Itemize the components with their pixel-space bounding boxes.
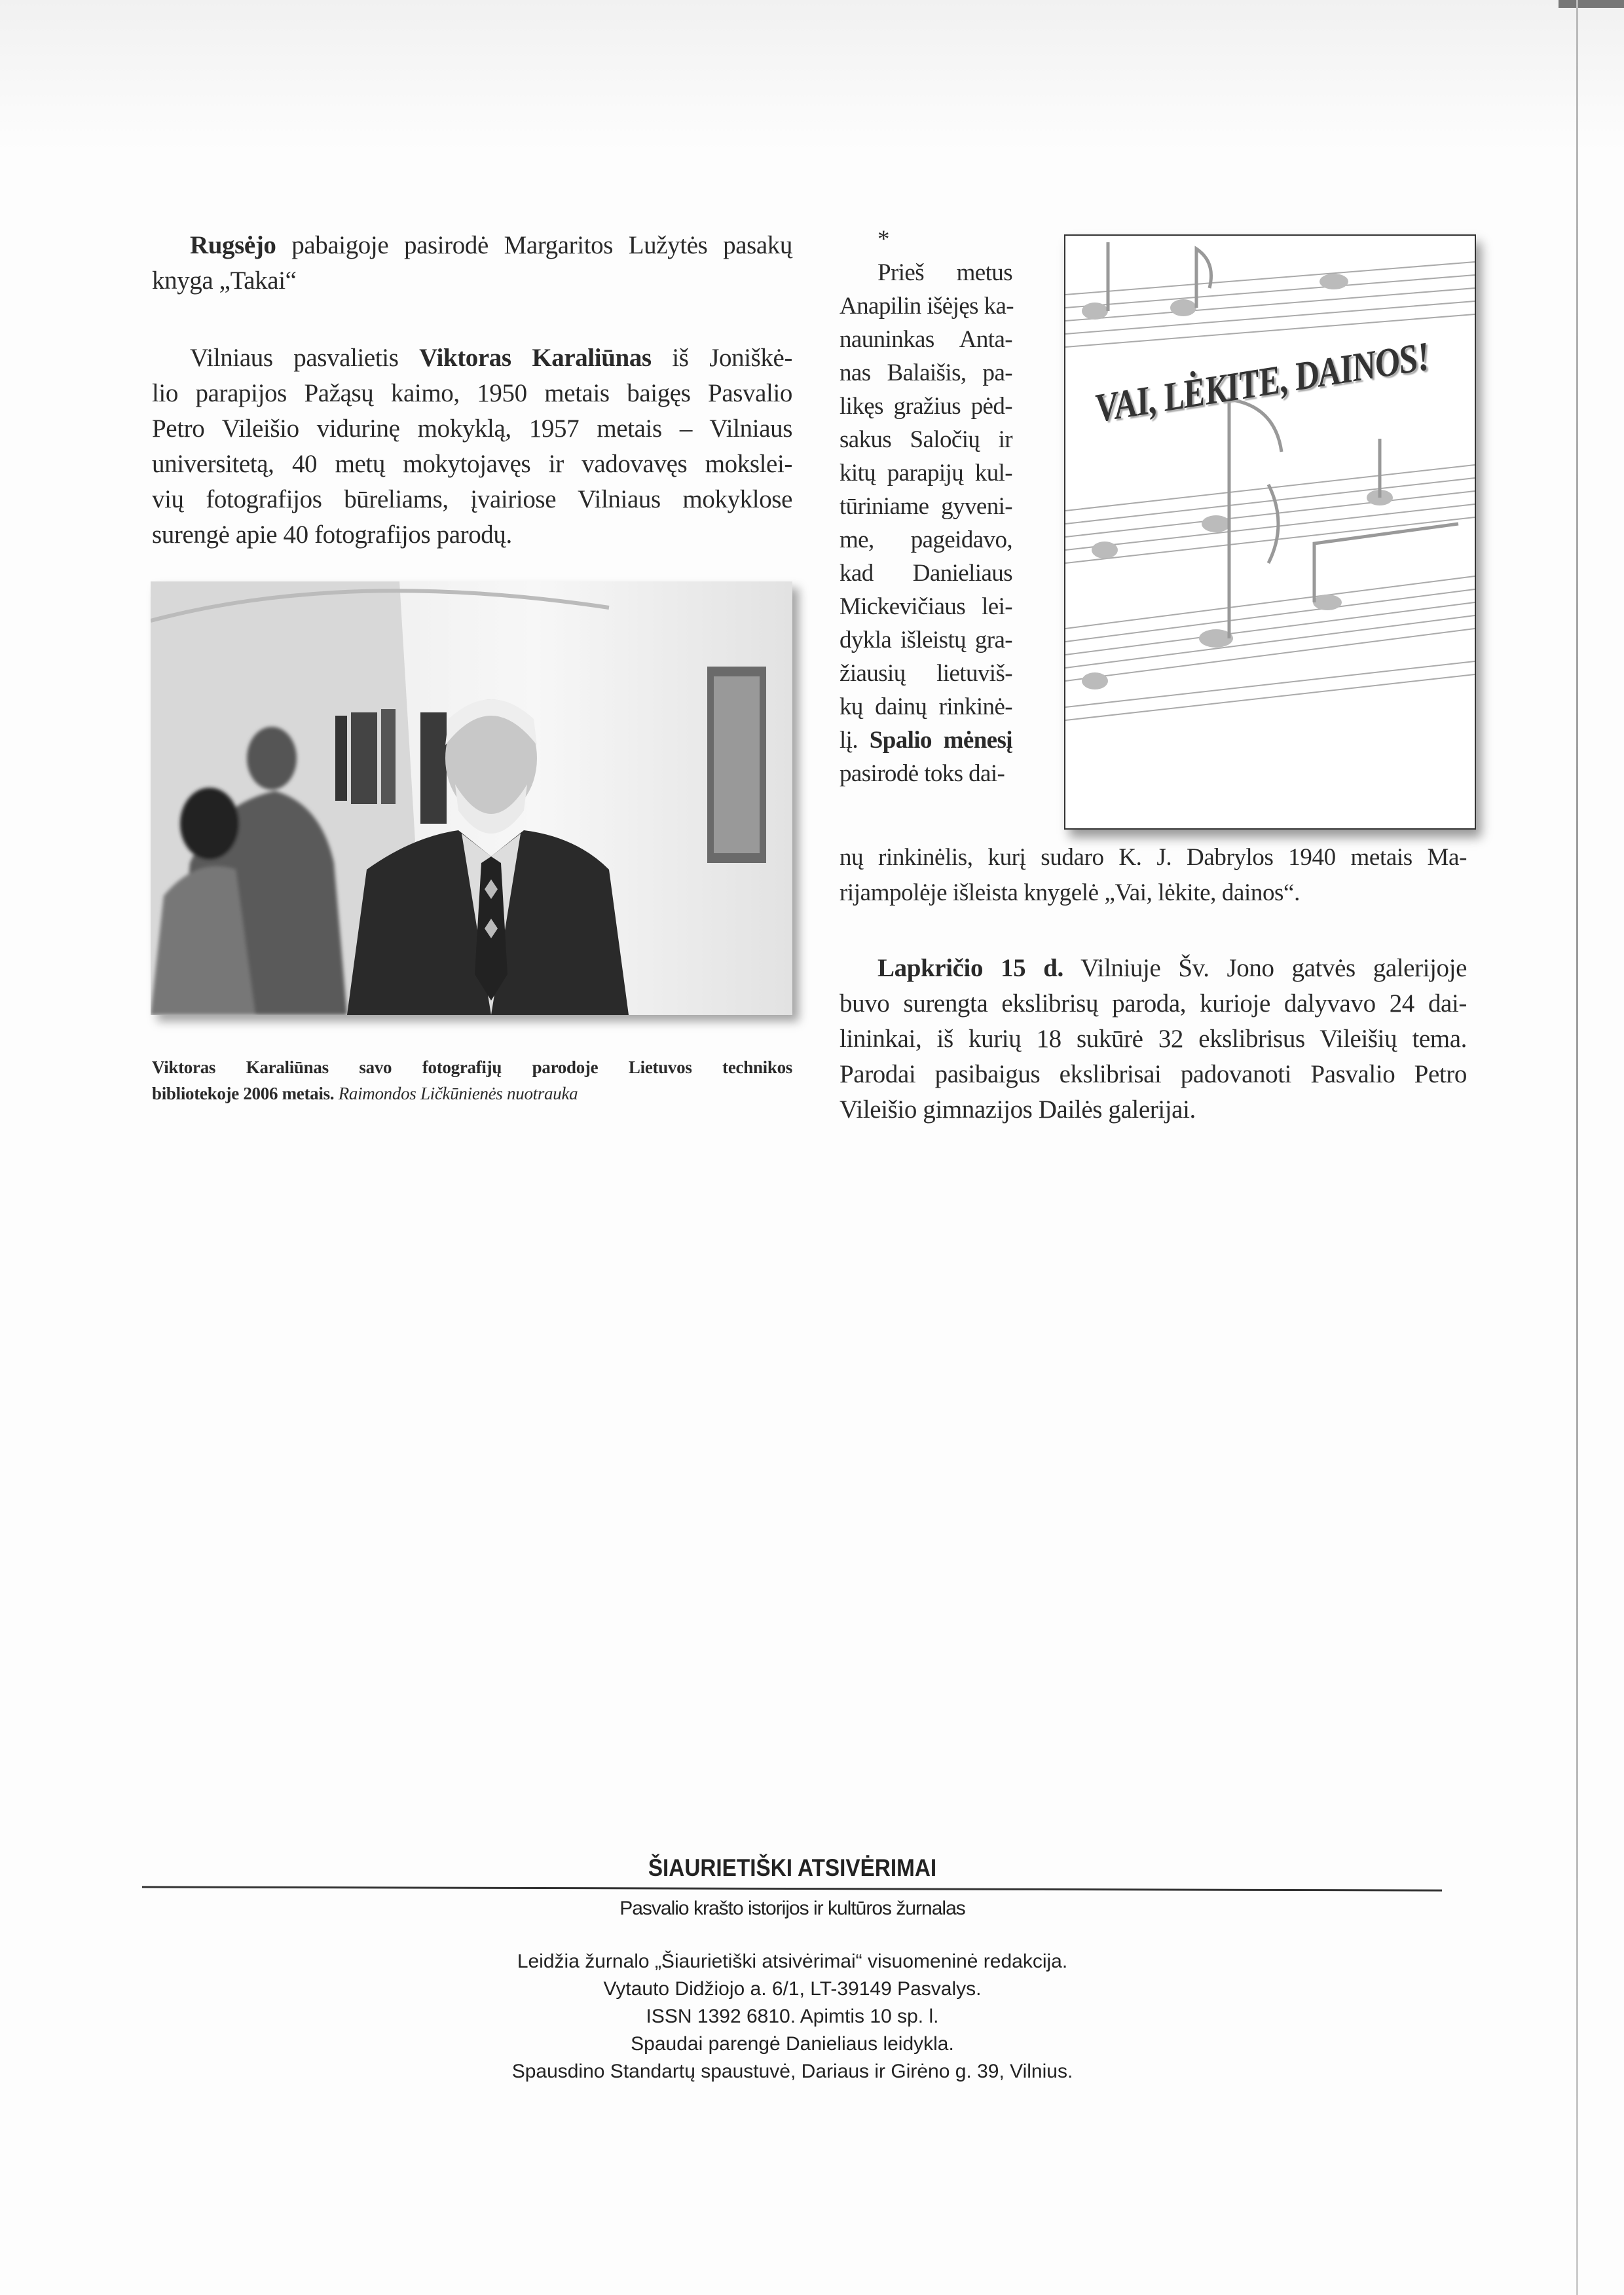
text-segment: dykla išleistų gra-	[840, 627, 1012, 653]
photo-caption	[152, 1054, 792, 1107]
text-line	[152, 228, 792, 263]
text-line	[152, 482, 792, 517]
caption-line: Viktoras Karaliūnas savo fotografijų parodoje Lietuvos technikos	[152, 1057, 792, 1077]
text-segment: surengė apie 40 fotografijos parodų.	[152, 521, 512, 549]
text-line	[840, 1057, 1467, 1092]
imprint-line: Vytauto Didžiojo a. 6/1, LT-39149 Pasvalys.	[603, 1978, 982, 2000]
paragraph-balaisis	[840, 256, 1012, 790]
text-segment: sakus Saločių ir	[840, 426, 1012, 453]
text-segment: Parodai pasibaigus ekslibrisai padovanoti Pasvalio Petro	[840, 1060, 1467, 1088]
text-line	[152, 411, 792, 447]
text-segment: Petro Vileišio vidurinę mokyklą, 1957 metais – Vilniaus	[152, 414, 792, 443]
text-segment: nas Balaišis, pa-	[840, 359, 1012, 386]
text-segment: knyga „Takai“	[152, 266, 297, 295]
text-line	[840, 256, 1012, 289]
text-line	[152, 376, 792, 411]
text-segment: Vilniuje Šv. Jono gatvės galerijoje	[1063, 954, 1467, 982]
text-line	[840, 423, 1012, 456]
text-segment: kų dainų rinkinė-	[840, 693, 1012, 720]
text-segment: kitų parapijų kul-	[840, 460, 1012, 487]
journal-subtitle: Pasvalio krašto istorijos ir kultūros žurnalas	[619, 1898, 965, 1919]
paragraph-rugsejo	[152, 228, 792, 299]
caption-text: bibliotekoje 2006 metais.	[152, 1084, 339, 1103]
text-line	[152, 340, 792, 376]
text-segment: kad Danieliaus	[840, 560, 1012, 587]
text-line	[152, 517, 792, 553]
imprint-line: Spausdino Standartų spaustuvė, Dariaus ir Girėno g. 39, Vilnius.	[511, 2061, 1073, 2082]
text-line	[840, 456, 1012, 490]
text-segment: nų rinkinėlis, kurį sudaro K. J. Dabrylos 1940 metais Ma-	[840, 844, 1467, 871]
text-line	[840, 951, 1467, 986]
text-segment: Prieš metus	[877, 259, 1012, 286]
scan-edge-top	[1559, 0, 1624, 8]
text-segment: tūriniame gyveni-	[840, 493, 1012, 520]
text-line	[840, 356, 1012, 390]
left-column	[152, 228, 792, 553]
text-segment: lį.	[840, 727, 870, 754]
imprint-line: ISSN 1392 6810. Apimtis 10 sp. l.	[646, 2006, 939, 2027]
text-segment: Mickevičiaus lei-	[840, 593, 1012, 620]
text-line	[840, 840, 1467, 875]
text-segment: lio parapijos Pažąsų kaimo, 1950 metais baigęs Pasvalio	[152, 379, 792, 407]
text-line	[840, 289, 1012, 323]
text-line	[840, 1021, 1467, 1057]
music-notes-illustration	[1065, 236, 1475, 828]
lapkricio-lines	[840, 951, 1467, 1128]
paragraph-karaliunas	[152, 340, 792, 553]
text-line	[840, 323, 1012, 356]
photo-illustration	[151, 581, 792, 1015]
text-segment: vių fotografijos būreliams, įvairiose Vilniaus mokyklose	[152, 485, 792, 513]
text-line	[840, 490, 1012, 523]
text-line	[152, 263, 792, 299]
imprint-line: Leidžia žurnalo „Šiaurietiški atsivėrimai“ visuomeninė redakcija.	[517, 1951, 1068, 1972]
book-cover-title: VAI, LĖKITE, DAINOS!	[1092, 334, 1433, 431]
text-segment: buvo surengta ekslibrisų paroda, kurioje dalyvavo 24 dai-	[840, 989, 1467, 1018]
text-segment: pasirodė toks dai-	[840, 760, 1005, 787]
right-column	[840, 223, 1012, 790]
section-separator: *	[877, 226, 889, 253]
footer-divider	[142, 1886, 1442, 1891]
text-line	[840, 657, 1012, 690]
text-segment: universitetą, 40 metų mokytojavęs ir vadovavęs mokslei-	[152, 450, 792, 478]
paragraph-lapkricio	[840, 951, 1467, 1128]
text-line	[840, 623, 1012, 657]
text-segment: iš Joniškė-	[651, 344, 793, 372]
text-line	[840, 1092, 1467, 1128]
continuation-lines	[840, 840, 1467, 911]
text-segment: me, pageidavo,	[840, 526, 1012, 553]
text-segment: Vileišio gimnazijos Dailės galerijai.	[840, 1095, 1196, 1124]
text-line	[840, 390, 1012, 423]
text-segment: likęs gražius pėd-	[840, 393, 1012, 420]
text-line	[152, 447, 792, 482]
text-line	[840, 690, 1012, 724]
bold-lead: Lapkričio 15 d.	[877, 954, 1063, 982]
text-line	[840, 590, 1012, 623]
text-segment: rijampolėje išleista knygelė „Vai, lėkite, dainos“.	[840, 879, 1300, 906]
exhibition-photo	[151, 581, 792, 1015]
text-line	[840, 986, 1467, 1021]
journal-title: ŠIAURIETIŠKI ATSIVĖRIMAI	[648, 1854, 937, 1881]
text-segment: lininkai, iš kurių 18 sukūrė 32 ekslibrisus Vileišių tema.	[840, 1025, 1467, 1053]
book-cover-image	[1064, 234, 1476, 830]
text-segment: žiausių lietuviš-	[840, 660, 1012, 687]
text-line	[840, 875, 1467, 911]
text-segment: Vilniaus pasvalietis	[190, 344, 420, 372]
bold-lead: Rugsėjo	[190, 231, 276, 259]
imprint	[0, 1948, 1585, 2085]
text-line	[840, 757, 1012, 790]
paragraph-continuation	[840, 840, 1467, 911]
text-line	[840, 724, 1012, 757]
imprint-line: Spaudai parengė Danieliaus leidykla.	[631, 2033, 954, 2055]
text-segment: Anapilin išėjęs ka-	[840, 293, 1014, 320]
text-segment: pabaigoje pasirodė Margaritos Lužytės pasakų	[276, 231, 792, 259]
caption-line	[152, 1080, 792, 1107]
scan-shading	[0, 0, 1624, 151]
text-segment: nauninkas Anta-	[840, 326, 1012, 353]
text-line	[840, 557, 1012, 590]
bold-lead: Viktoras Karaliūnas	[419, 344, 652, 372]
photo-credit: Raimondos Ličkūnienės nuotrauka	[338, 1084, 578, 1103]
bold-lead: Spalio mėnesį	[869, 727, 1012, 754]
text-line	[840, 523, 1012, 557]
